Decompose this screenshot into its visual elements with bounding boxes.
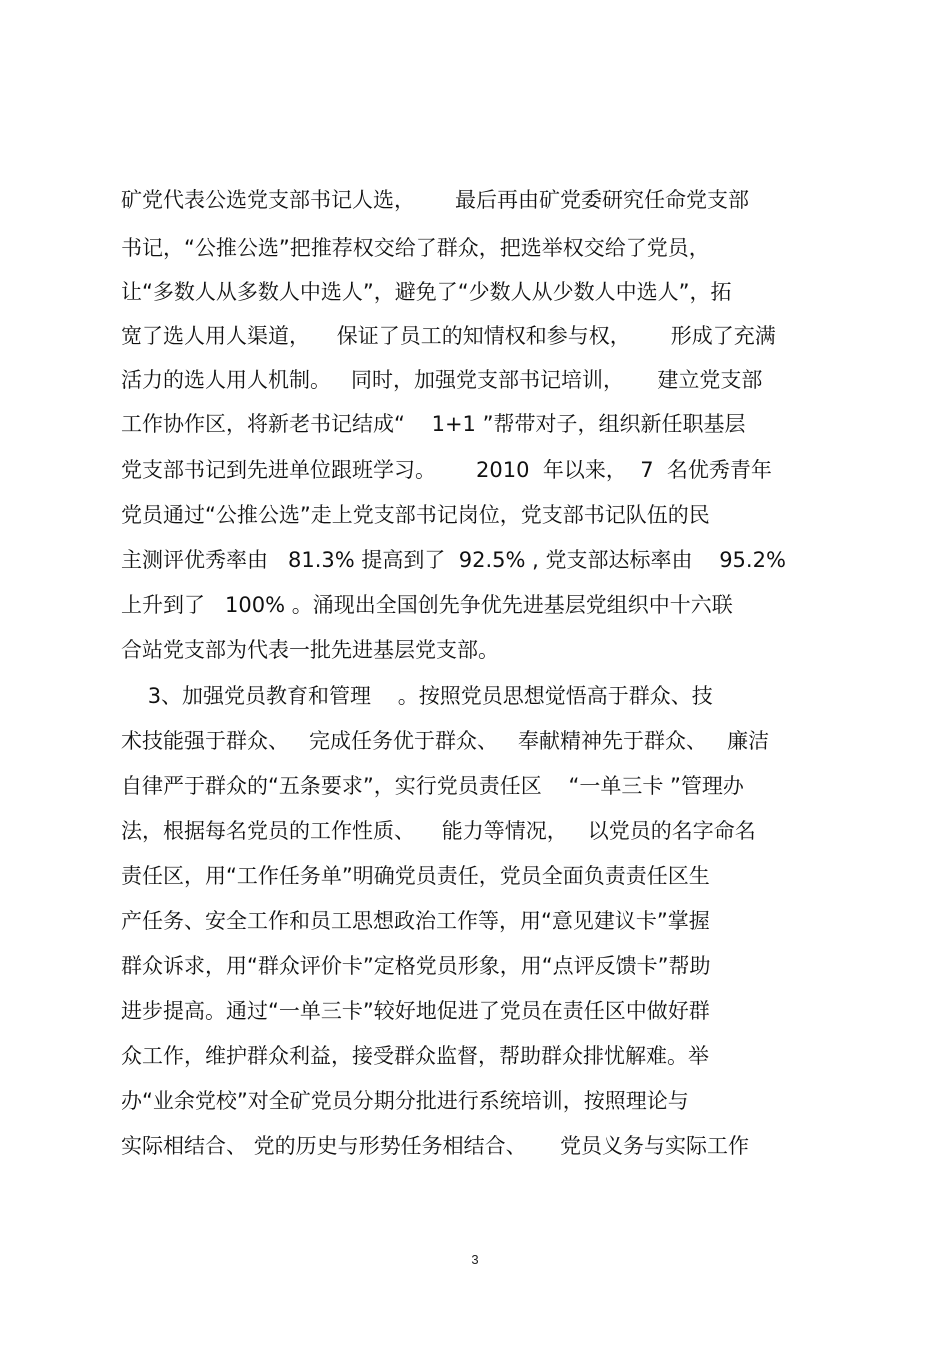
text-line: 群众诉求，用“群众评价卡”定格党员形象，用“点评反馈卡”帮助: [121, 954, 711, 978]
text-line: 术技能强于群众、 完成任务优于群众、 奉献精神先于群众、 廉洁: [121, 729, 770, 753]
text-line: 活力的选人用人机制。 同时，加强党支部书记培训， 建立党支部: [121, 368, 763, 392]
text-line: 众工作，维护群众利益，接受群众监督，帮助群众排忧解难。举: [121, 1044, 709, 1068]
text-line: 上升到了 100% 。涌现出全国创先争优先进基层党组织中十六联: [121, 593, 733, 617]
text-line: 工作协作区，将新老书记结成“ 1+1 ”帮带对子，组织新任职基层: [121, 412, 746, 436]
text-line: 法，根据每名党员的工作性质、 能力等情况， 以党员的名字命名: [121, 819, 756, 843]
text-line: 办“业余党校”对全矿党员分期分批进行系统培训，按照理论与: [121, 1089, 689, 1113]
text-line: 合站党支部为代表一批先进基层党支部。: [121, 638, 499, 662]
text-line: 进步提高。通过“一单三卡”较好地促进了党员在责任区中做好群: [121, 999, 710, 1023]
text-line: 书记，“公推公选”把推荐权交给了群众，把选举权交给了党员，: [121, 236, 710, 260]
text-line: 自律严于群众的“五条要求”，实行党员责任区 “一单三卡 ”管理办: [121, 774, 744, 798]
page-number: 3: [471, 1252, 479, 1267]
text-line: 实际相结合、 党的历史与形势任务相结合、 党员义务与实际工作: [121, 1134, 750, 1158]
text-line: 宽了选人用人渠道， 保证了员工的知情权和参与权， 形成了充满: [121, 324, 776, 348]
section-heading-line: 3、加强党员教育和管理 。按照党员思想觉悟高于群众、技: [121, 684, 713, 708]
text-line: 让“多数人从多数人中选人”，避免了“少数人从少数人中选人”，拓: [121, 280, 732, 304]
text-line: 党员通过“公推公选”走上党支部书记岗位，党支部书记队伍的民: [121, 503, 710, 527]
text-line: 责任区，用“工作任务单”明确党员责任，党员全面负责责任区生: [121, 864, 710, 888]
text-line: 矿党代表公选党支部书记人选， 最后再由矿党委研究任命党支部: [121, 188, 750, 212]
text-line: 党支部书记到先进单位跟班学习。 2010 年以来， 7 名优秀青年: [121, 458, 772, 482]
text-line: 产任务、安全工作和员工思想政治工作等，用“意见建议卡”掌握: [121, 909, 710, 933]
text-line: 主测评优秀率由 81.3% 提高到了 92.5% , 党支部达标率由 95.2%: [121, 548, 786, 572]
